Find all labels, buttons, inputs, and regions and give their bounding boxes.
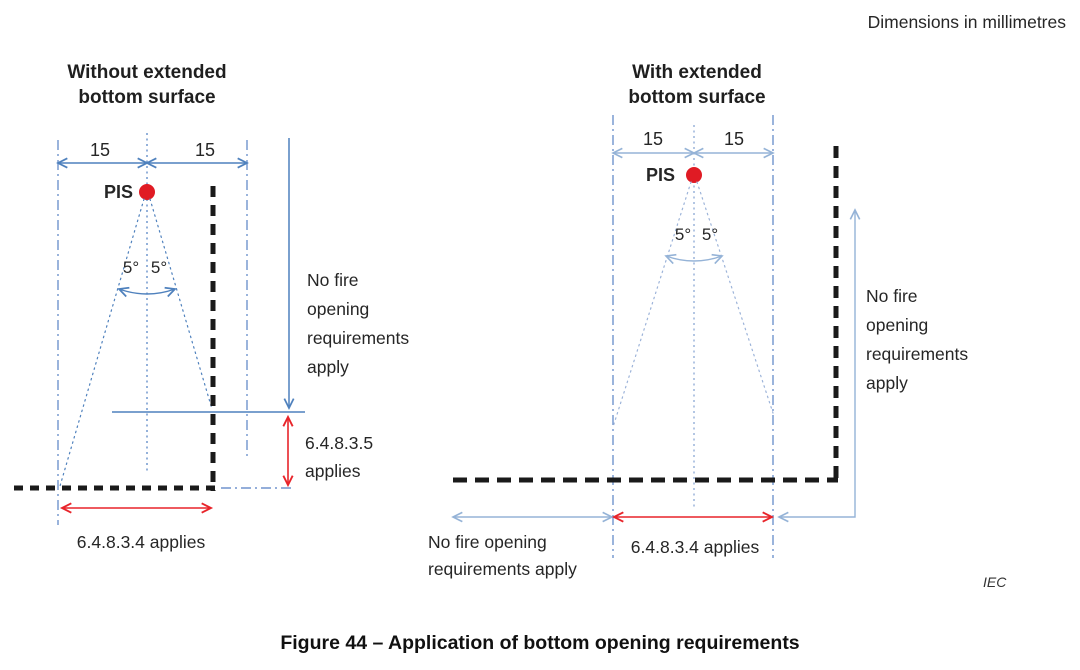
right-dim-label-left: 15 [642, 129, 664, 149]
right-angle-label-left: 5° [674, 225, 692, 244]
right-angle-label-right: 5° [701, 225, 719, 244]
right-cone-line-right [697, 182, 773, 413]
right-wall-no-fire-line-4: apply [866, 373, 908, 393]
right-bottom-no-fire-line-1: No fire opening [428, 532, 547, 552]
left-no-fire-line-4: apply [307, 357, 349, 377]
left-dim-label-left: 15 [89, 140, 111, 160]
left-clause-6-4-8-3-5-line-1: 6.4.8.3.5 [305, 433, 374, 453]
left-no-fire-line-2: opening [307, 299, 370, 319]
left-no-fire-line-1: No fire [307, 270, 359, 290]
left-no-fire-note [307, 266, 409, 382]
right-pis-label: PIS [646, 165, 676, 185]
iec-mark: IEC [983, 574, 1007, 590]
right-bottom-no-fire-note [428, 529, 577, 583]
right-clause-6-4-8-3-4-note: 6.4.8.3.4 applies [630, 537, 760, 557]
left-cone-line-left [60, 199, 144, 486]
left-angle-label-left: 5° [122, 258, 140, 277]
left-clause-6-4-8-3-5-line-2: applies [305, 461, 361, 481]
left-clause-6-4-8-3-5-note [305, 429, 373, 485]
right-wall-no-fire-line-3: requirements [866, 344, 969, 364]
left-pis-dot [139, 184, 155, 200]
right-wall-no-fire-line-1: No fire [866, 286, 918, 306]
left-diagram-title: Without extended bottom surface [67, 62, 227, 108]
right-cone-line-left [613, 182, 691, 427]
dimensions-note: Dimensions in millimetres [867, 12, 1066, 32]
right-wall-no-fire-note [866, 282, 968, 398]
right-diagram-title: With extended bottom surface [628, 62, 766, 108]
left-clause-6-4-8-3-4-note: 6.4.8.3.4 applies [76, 532, 206, 552]
left-angle-label-right: 5° [150, 258, 168, 277]
left-no-fire-line-3: requirements [307, 328, 410, 348]
right-wall-no-fire-line-2: opening [866, 315, 929, 335]
left-pis-label: PIS [104, 182, 134, 202]
left-dim-label-right: 15 [194, 140, 216, 160]
right-pis-dot [686, 167, 702, 183]
right-dim-label-right: 15 [723, 129, 745, 149]
right-bottom-no-fire-line-2: requirements apply [428, 559, 577, 579]
left-diagram [14, 133, 305, 525]
figure-caption: Figure 44 – Application of bottom opening requirements [280, 632, 800, 654]
right-no-fire-wall-pointer [779, 210, 855, 517]
left-cone-line-right [150, 199, 212, 409]
